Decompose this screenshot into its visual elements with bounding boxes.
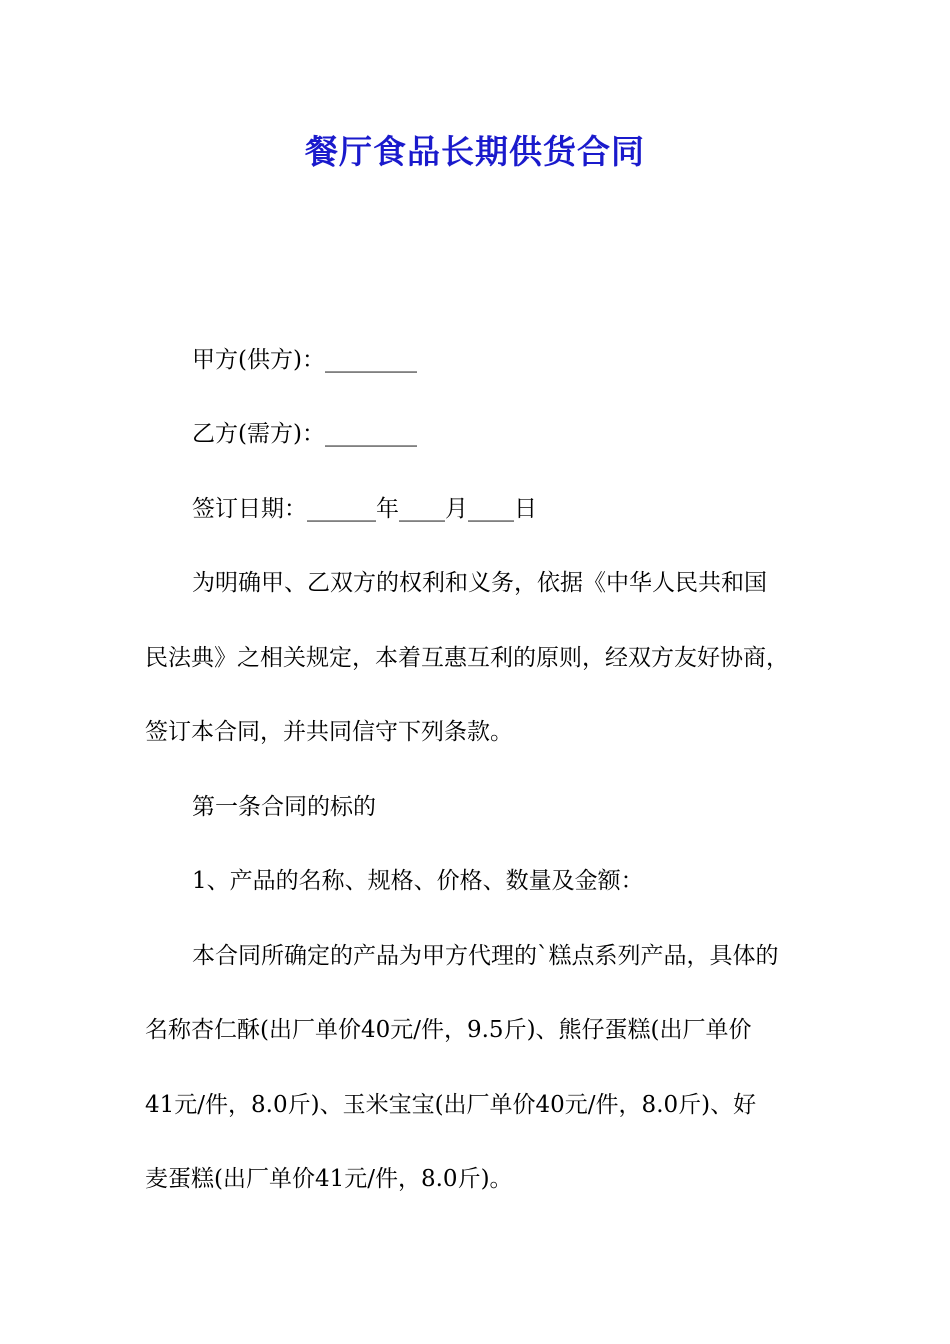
sign-date-line: 签订日期：______年____月____日 (192, 496, 537, 522)
document-title: 餐厅食品长期供货合同 (305, 132, 645, 171)
party-b-line: 乙方(需方)：________ (192, 421, 417, 447)
product-paragraph-line: 名称杏仁酥(出厂单价40元/件，9.5斤)、熊仔蛋糕(出厂单价 (145, 1017, 752, 1043)
party-a-line: 甲方(供方)：________ (192, 347, 417, 373)
intro-paragraph-line: 签订本合同，并共同信守下列条款。 (145, 719, 513, 745)
product-paragraph-line: 本合同所确定的产品为甲方代理的`糕点系列产品，具体的 (192, 943, 779, 969)
product-paragraph-line: 41元/件，8.0斤)、玉米宝宝(出厂单价40元/件，8.0斤)、好 (145, 1092, 757, 1118)
intro-paragraph-line: 民法典》之相关规定，本着互惠互利的原则，经双方友好协商， (145, 645, 789, 671)
clause-item: 1、产品的名称、规格、价格、数量及金额： (192, 868, 644, 894)
intro-paragraph-line: 为明确甲、乙双方的权利和义务，依据《中华人民共和国 (192, 570, 767, 596)
product-paragraph-line: 麦蛋糕(出厂单价41元/件，8.0斤)。 (145, 1166, 513, 1192)
article-heading: 第一条合同的标的 (192, 794, 376, 820)
